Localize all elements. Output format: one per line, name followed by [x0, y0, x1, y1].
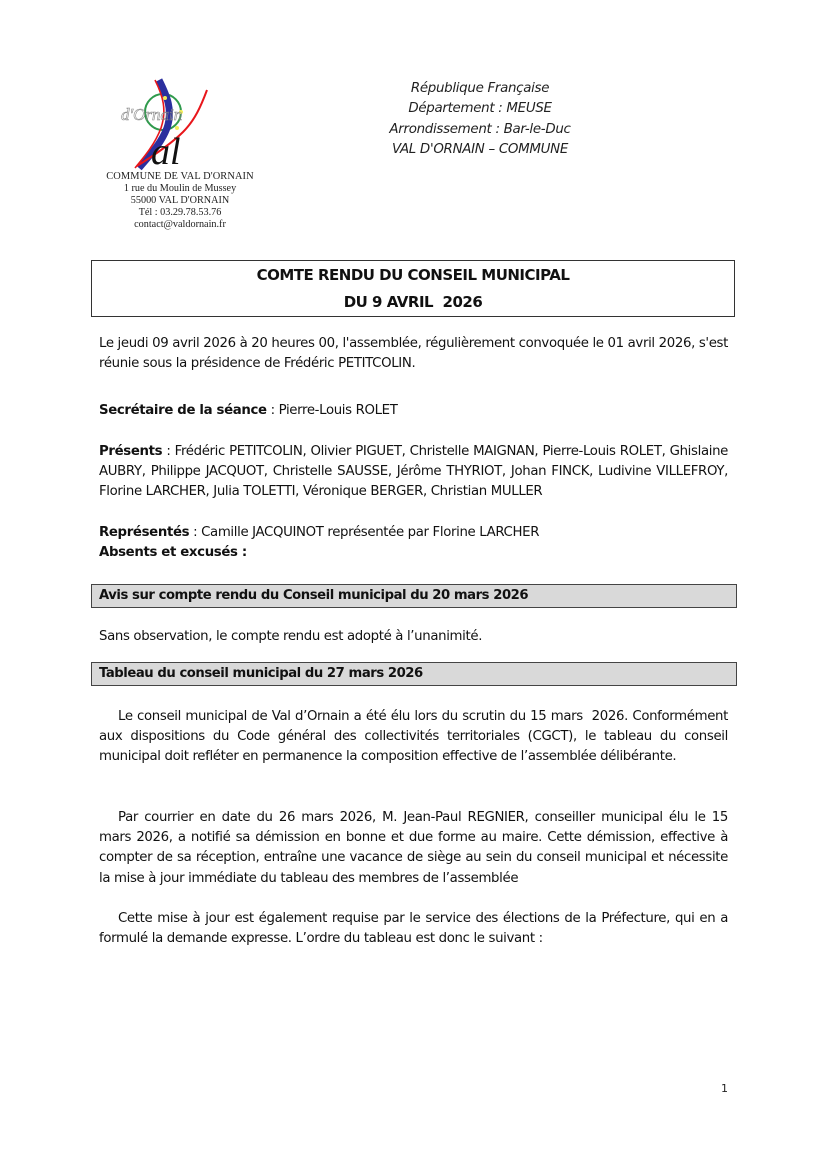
minutes-paragraph: Sans observation, le compte rendu est adopté à l’unanimité.: [99, 629, 483, 644]
arrondissement-line: Arrondissement : Bar-le-Duc: [389, 121, 571, 137]
absent-line: Absents et excusés :: [99, 545, 247, 560]
secretary-value: : Pierre-Louis ROLET: [266, 403, 398, 418]
title-line-2: DU 9 AVRIL 2026: [343, 293, 483, 311]
department-line: Département : MEUSE: [408, 101, 552, 117]
republic-line: République Française: [410, 81, 550, 96]
present-paragraph: [99, 442, 728, 503]
page-number: 1: [721, 1082, 728, 1095]
commune-header: [92, 76, 268, 231]
svg-text:d'Ornain: d'Ornain: [121, 105, 183, 124]
council-paragraph-1: Le conseil municipal de Val d’Ornain a été élu lors du scrutin du 15 mars 2026. Conformément aux dispositions du Code général des collectivités territoriales (CGCT), le tableau du conseil municipal doit refléter en permanence la composition effective de l’assemblée délibérante.: [99, 709, 732, 765]
present-value: : Frédéric PETITCOLIN, Olivier PIGUET, Christelle MAIGNAN, Pierre-Louis ROLET, Ghislaine AUBRY, Philippe JACQUOT, Christelle SAUSSE, Jérôme THYRIOT, Johan FINCK, Ludivine VILLEFROY, Florine LARCHER, Julia TOLETTI, Véronique BERGER, Christian MULLER: [99, 444, 728, 500]
commune-street: 1 rue du Moulin de Mussey: [123, 183, 237, 194]
council-paragraph-3: Cette mise à jour est également requise par le service des élections de la Préfecture, qui en a formulé la demande expresse. L’ordre du tableau est donc le suivant :: [99, 911, 728, 947]
represented-line: [99, 523, 728, 543]
commune-city: 55000 VAL D'ORNAIN: [130, 195, 230, 206]
represented-value: : Camille JACQUINOT représentée par Florine LARCHER: [189, 525, 540, 540]
commune-line: VAL D'ORNAIN – COMMUNE: [392, 141, 568, 157]
present-label: Présents: [99, 444, 163, 459]
commune-phone: Tél : 03.29.78.53.76: [138, 207, 222, 218]
represented-label: Représentés: [99, 525, 190, 540]
council-paragraph-2: Par courrier en date du 26 mars 2026, M. Jean-Paul REGNIER, conseiller municipal élu le 15 mars 2026, a notifié sa démission en bonne et due forme au maire. Cette démission, effective à compter de sa réception, entraîne une vacance de siège au sein du conseil municipal et nécessite la mise à jour immédiate du tableau des membres de l’assemblée: [99, 810, 728, 886]
commune-name: COMMUNE DE VAL D'ORNAIN: [106, 171, 254, 182]
title-line-1: COMTE RENDU DU CONSEIL MUNICIPAL: [256, 266, 570, 284]
commune-email: contact@valdornain.fr: [134, 219, 226, 230]
section-heading-council-table: Tableau du conseil municipal du 27 mars 2026: [91, 662, 737, 686]
svg-text:al: al: [151, 131, 181, 171]
secretary-label: Secrétaire de la séance: [99, 403, 267, 418]
administrative-header: [370, 79, 590, 160]
document-title: [91, 260, 735, 317]
secretary-line: [99, 401, 728, 421]
section-heading-minutes: Avis sur compte rendu du Conseil municipal du 20 mars 2026: [91, 584, 737, 608]
intro-paragraph: Le jeudi 09 avril 2026 à 20 heures 00, l'assemblée, régulièrement convoquée le 01 avril 2026, s'est réunie sous la présidence de Frédéric PETITCOLIN.: [99, 336, 728, 372]
val-dornain-logo-icon: [115, 76, 245, 171]
